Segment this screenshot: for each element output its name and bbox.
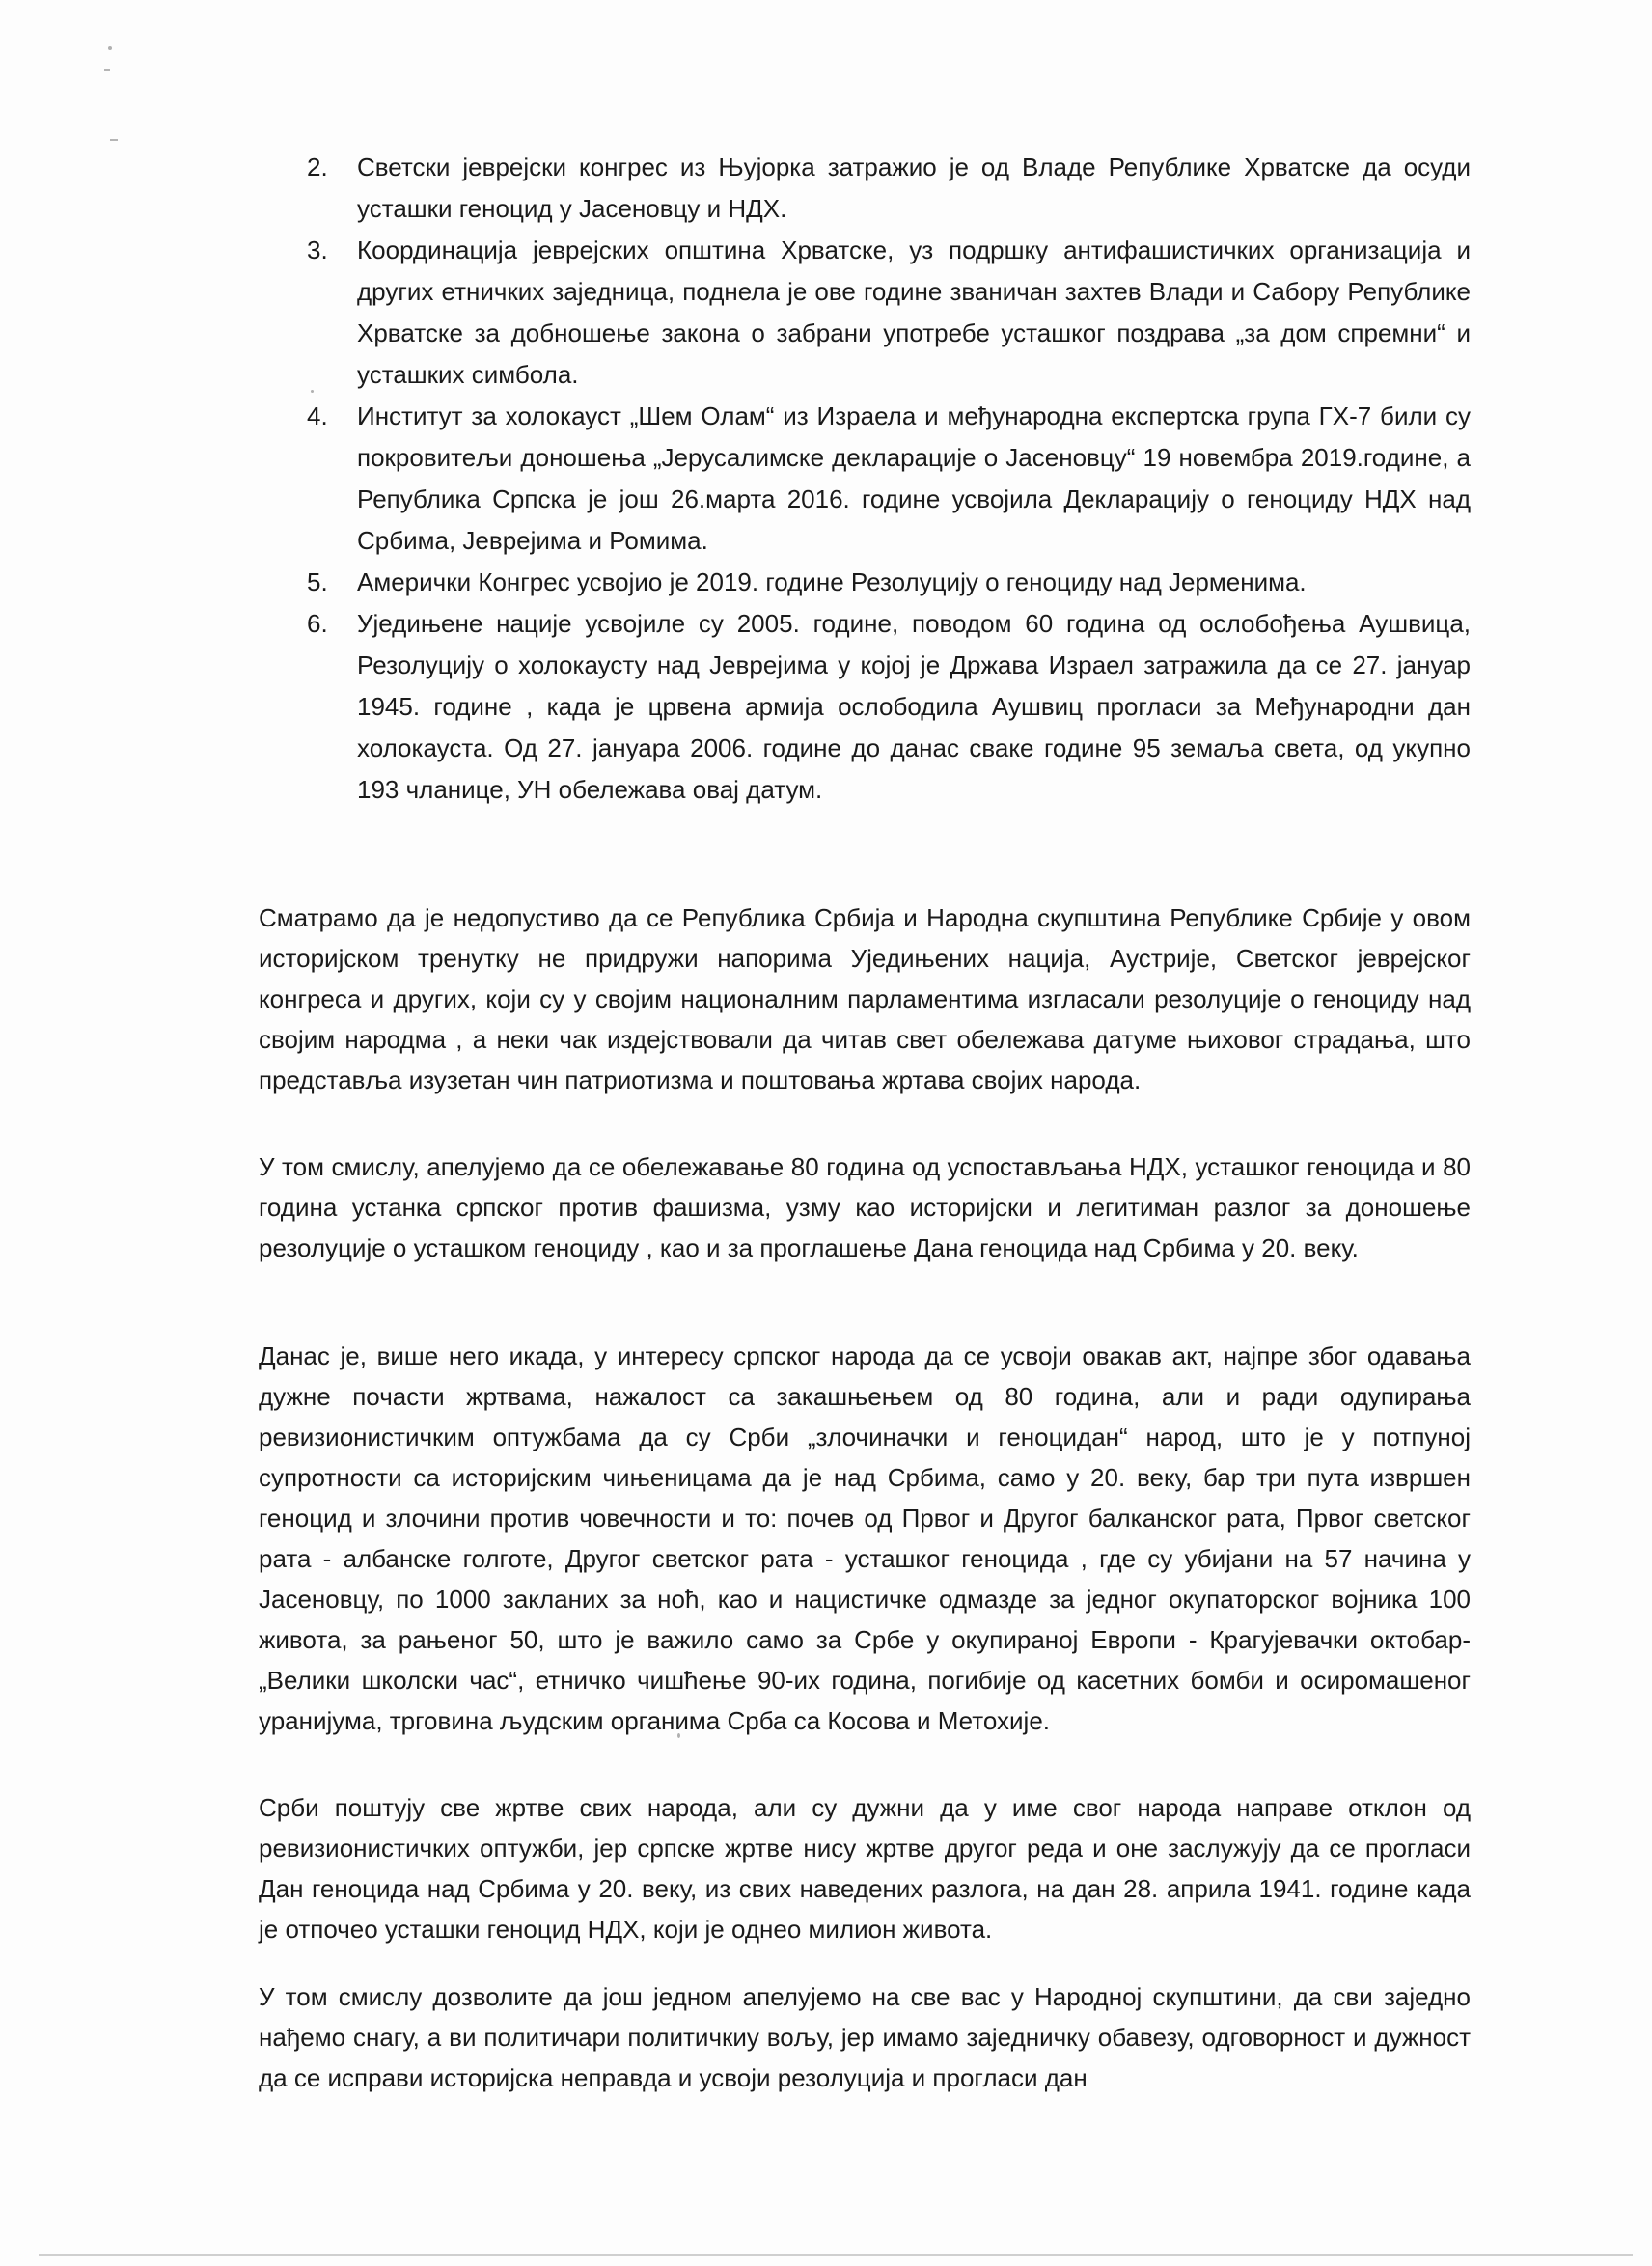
list-number: 4. xyxy=(307,401,328,430)
body-paragraph: Сматрамо да је недопустиво да се Република Србија и Народна скупштина Републике Србије у овом историјском тренутку не придружи напорима Уједињених нација, Аустрије, Светског јеврејског конгреса и других, који су у својим националним парламентима изгласали резолуције о геноциду над својим народма , а неки чак издејствовали да читав свет обележава датуме њиховог страдања, што представља изузетан чин патриотизма и поштовања жртава својих народа. xyxy=(259,903,1471,1094)
list-number: 2. xyxy=(307,152,328,181)
list-item xyxy=(307,562,1471,603)
list-item xyxy=(307,230,1471,396)
list-item xyxy=(307,396,1471,562)
list-text: Светски јеврејски конгрес из Њујорка затражио је од Владе Републике Хрватске да осуди усташки геноцид у Јасеновцу и НДХ. xyxy=(357,152,1471,223)
list-number: 6. xyxy=(307,609,328,638)
list-text: Координација јеврејских општина Хрватске, уз подршку антифашистичких организација и других етничких заједница, поднела је ове године званичан захтев Влади и Сабору Републике Хрватске за добношење закона о забрани употребе усташког поздрава „за дом спремни“ и усташких симбола. xyxy=(357,235,1471,389)
scan-mark xyxy=(110,139,118,141)
body-paragraph: Срби поштују све жртве свих народа, али су дужни да у име свог народа направе отклон од ревизионистичких оптужби, јер српске жртве нису жртве другог реда и оне заслужују да се прогласи Дан геноцида над Србима у 20. веку, из свих наведених разлога, на дан 28. априла 1941. године када је отпочео усташки геноцид НДХ, који је однео милион живота. xyxy=(259,1793,1471,1944)
list-number: 5. xyxy=(307,567,328,596)
list-text: Уједињене нације усвојиле су 2005. године, поводом 60 година од ослобођења Аушвица, Резолуцију о холокаусту над Јеврејима у којој је Држава Израел затражила да се 27. јануар 1945. године , када је црвена армија ослободила Аушвиц прогласи за Међународни дан холокауста. Од 27. јануара 2006. године до данас сваке године 95 земаља света, од укупно 193 чланице, УН обележава овај датум. xyxy=(357,609,1471,804)
list-number: 3. xyxy=(307,235,328,264)
numbered-list xyxy=(307,147,1471,811)
scan-mark xyxy=(104,69,110,71)
body-paragraph: Данас је, више него икада, у интересу српског народа да се усвоји овакав акт, најпре због одавања дужне почасти жртвама, нажалост са закашњењем од 80 година, али и ради одупирања ревизионистичким оптужбама да су Срби „злочиначки и геноцидан“ народ, што је у потпуној супротности са историјским чињеницама да је над Србима, само у 20. веку, бар три пута извршен геноцид и злочини против човечности и то: почев од Првог и Другог балканског рата, Првог светског рата - албанске голготе, Другог светског рата - усташког геноцида , где су убијани на 57 начина у Јасеновцу, по 1000 закланих за ноћ, као и нацистичке одмазде за једног окупаторског војника 100 живота, за рањеног 50, што је важило само за Србе у окупираној Европи - Крагујевачки октобар- „Велики школски час“, етничко чишћење 90-их година, погибије од касетних бомби и осиромашеног уранијума, трговина људским органима Срба са Косова и Метохије. xyxy=(259,1341,1471,1735)
list-text: Институт за холокауст „Шем Олам“ из Израела и међународна експертска група ГХ-7 били су покровитељи доношења „Јерусалимске декларације о Јасеновцу“ 19 новембра 2019.године, а Република Српска је још 26.марта 2016. године усвојила Декларацију о геноциду НДХ над Србима, Јеврејима и Ромима. xyxy=(357,401,1471,555)
list-text: Амерички Конгрес усвојио је 2019. године Резолуцију о геноциду над Јерменима. xyxy=(357,567,1307,596)
page-edge xyxy=(39,2254,1633,2256)
scan-speck xyxy=(108,46,112,50)
body-paragraph: У том смислу, апелујемо да се обележавање 80 година од успостављања НДХ, усташког геноцида и 80 година устанка српског против фашизма, узму као историјски и легитиман разлог за доношење резолуције о усташком геноциду , као и за проглашење Дана геноцида над Србима у 20. веку. xyxy=(259,1152,1471,1262)
body-paragraph: У том смислу дозволите да још једном апелујемо на све вас у Народној скупштини, да сви заједно нађемо снагу, а ви политичари политичкиу вољу, јер имамо заједничку обавезу, одговорност и дужност да се исправи историјска неправда и усвоји резолуција и прогласи дан xyxy=(259,1982,1471,2092)
list-item xyxy=(307,603,1471,811)
list-item xyxy=(307,147,1471,230)
